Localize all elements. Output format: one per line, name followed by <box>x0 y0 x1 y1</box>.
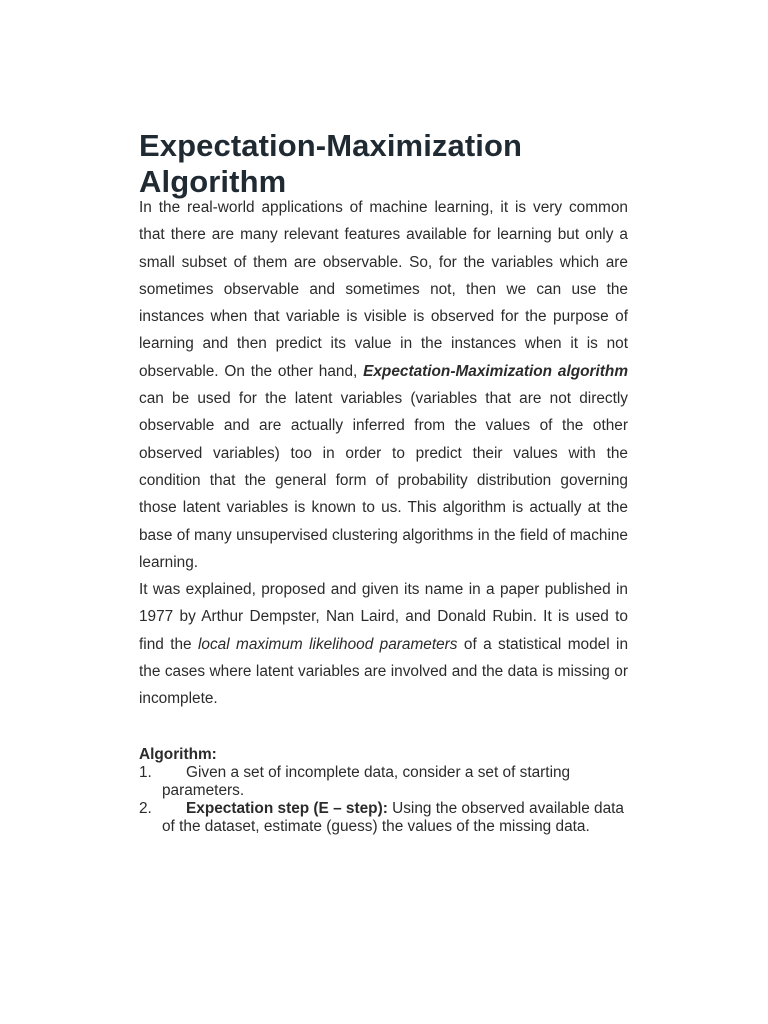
algorithm-heading: Algorithm: <box>139 746 217 763</box>
paragraph-intro-text-2: can be used for the latent variables (variables that are not directly observable and are actually inferred from the values of the other observed variables) too in order to predict their values with the condition that the general form of probability distribution governing those latent variables is known to us. This algorithm is actually at the base of many unsupervised clustering algorithms in the field of machine learning. <box>139 390 628 571</box>
paragraph-intro-text-1: In the real-world applications of machine learning, it is very common that there are many relevant features available for learning but only a small subset of them are observable. So, for the variables which are sometimes observable and sometimes not, then we can use the instances when that variable is visible is observed for the purpose of learning and then predict its value in the instances when it is not observable. On the other hand, <box>139 199 628 380</box>
paragraph-history <box>139 576 628 712</box>
paragraph-history-text-2: of a statistical model in the cases where latent variables are involved and the data is missing or incomplete. <box>139 635 629 708</box>
likelihood-parameters-emphasis: local maximum likelihood parameters <box>197 635 458 653</box>
step-bold-label: Expectation step (E – step): <box>186 800 388 817</box>
algorithm-steps <box>139 764 628 836</box>
step-number: 2. <box>139 800 152 817</box>
step-description: Given a set of incomplete data, consider a set of starting parameters. <box>162 764 571 799</box>
list-item <box>139 800 628 836</box>
body-text <box>139 194 628 713</box>
step-text <box>162 764 628 800</box>
paragraph-history-text-1: It was explained, proposed and given its name in a paper published in 1977 by Arthur Dempster, Nan Laird, and Donald Rubin. It is used to find the <box>139 581 628 653</box>
paragraph-intro <box>139 194 628 576</box>
list-item <box>139 764 628 800</box>
step-number: 1. <box>139 764 152 781</box>
em-algorithm-emphasis: Expectation-Maximization algorithm <box>363 362 629 380</box>
page-title: Expectation-Maximization Algorithm <box>139 128 523 199</box>
step-description: Using the observed available data of the dataset, estimate (guess) the values of the missing data. <box>162 800 624 835</box>
step-text <box>162 800 628 836</box>
